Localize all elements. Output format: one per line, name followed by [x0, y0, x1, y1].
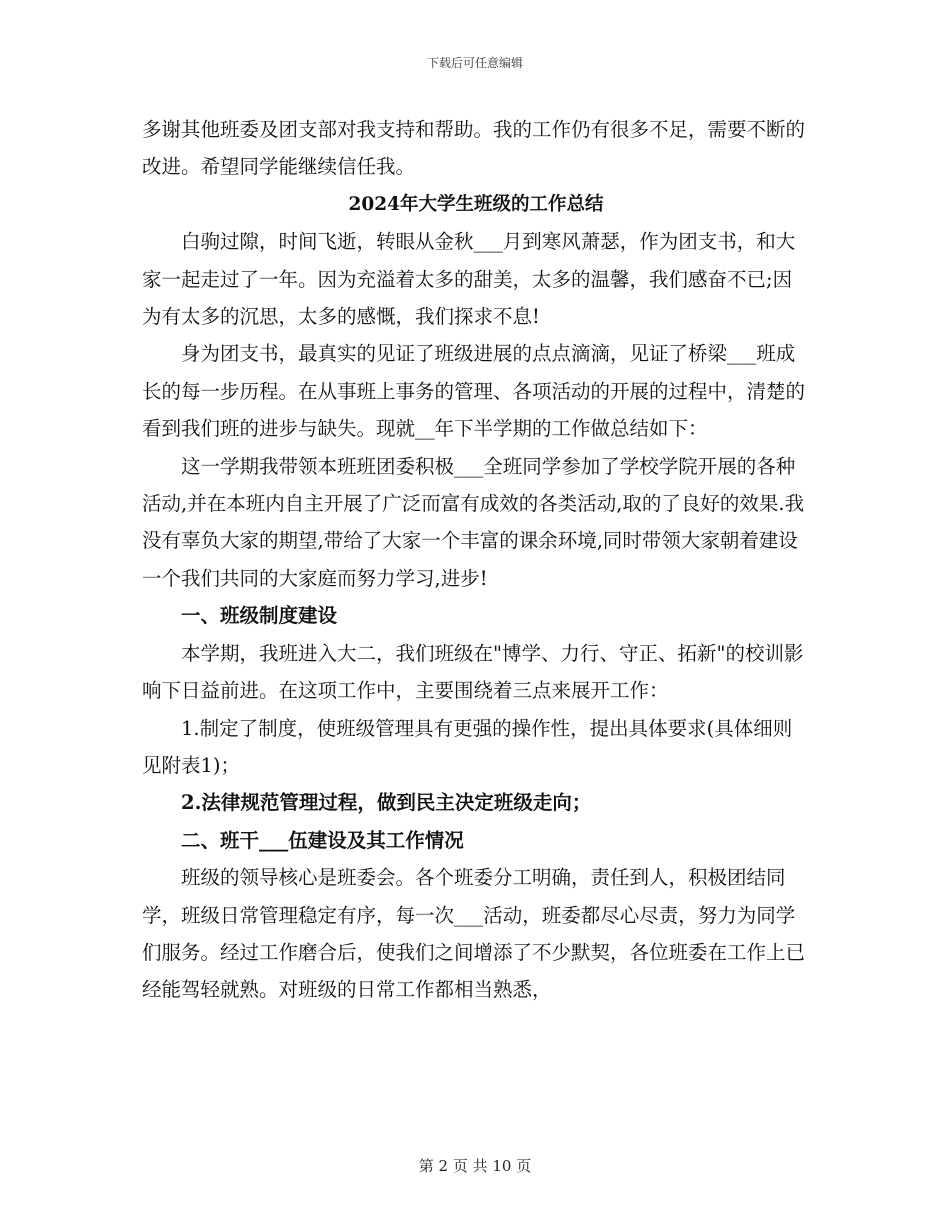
section-heading-1: 一、班级制度建设 [181, 604, 338, 628]
paragraph-witness: 身为团支书，最真实的见证了班级进展的点点滴滴，见证了桥梁___班成长的每一步历程。在从事班上事务的管理、各项活动的开展的过程中，清楚的看到我们班的进步与缺失。现就__年下半学期的工作做总结如下： [142, 342, 806, 441]
section1-item-1: 1.制定了制度，使班级管理具有更强的操作性，提出具体要求(具体细则见附表1)； [142, 716, 793, 777]
page-footer: 第 2 页 共 10 页 [418, 1157, 532, 1175]
paragraph-intro: 白驹过隙，时间飞逝，转眼从金秋___月到寒风萧瑟，作为团支书，和大家一起走过了一年。因为充溢着太多的甜美，太多的温馨，我们感奋不已;因为有太多的沉思，太多的感慨，我们探求不息! [142, 230, 796, 329]
page-header: 下载后可任意编辑 [426, 56, 523, 70]
document-body [142, 111, 810, 1009]
document-title: 2024年大学生班级的工作总结 [348, 193, 604, 215]
continuation-paragraph: 多谢其他班委及团支部对我支持和帮助。我的工作仍有很多不足，需要不断的改进。希望同学能继续信任我。 [142, 118, 806, 179]
section1-intro: 本学期，我班进入大二，我们班级在"博学、力行、守正、拓新"的校训影响下日益前进。在这项工作中，主要围绕着三点来展开工作： [142, 641, 804, 703]
section2-body: 班级的领导核心是班委会。各个班委分工明确，责任到人，积极团结同学，班级日常管理稳定有序，每一次___活动，班委都尽心尽责，努力为同学们服务。经过工作磨合后，使我们之间增添了不少默契，各位班委在工作上已经能驾轻就熟。对班级的日常工作都相当熟悉， [142, 866, 806, 1002]
section-heading-2: 二、班干___伍建设及其工作情况 [181, 828, 464, 852]
paragraph-activities: 这一学期我带领本班班团委积极___全班同学参加了学校学院开展的各种活动,并在本班内自主开展了广泛而富有成效的各类活动,取的了良好的效果.我没有辜负大家的期望,带给了大家一个丰富的课余环境,同时带领大家朝着建设一个我们共同的大家庭而努力学习,进步! [142, 454, 805, 590]
section1-item-2: 2.法律规范管理过程，做到民主决定班级走向； [181, 791, 592, 815]
